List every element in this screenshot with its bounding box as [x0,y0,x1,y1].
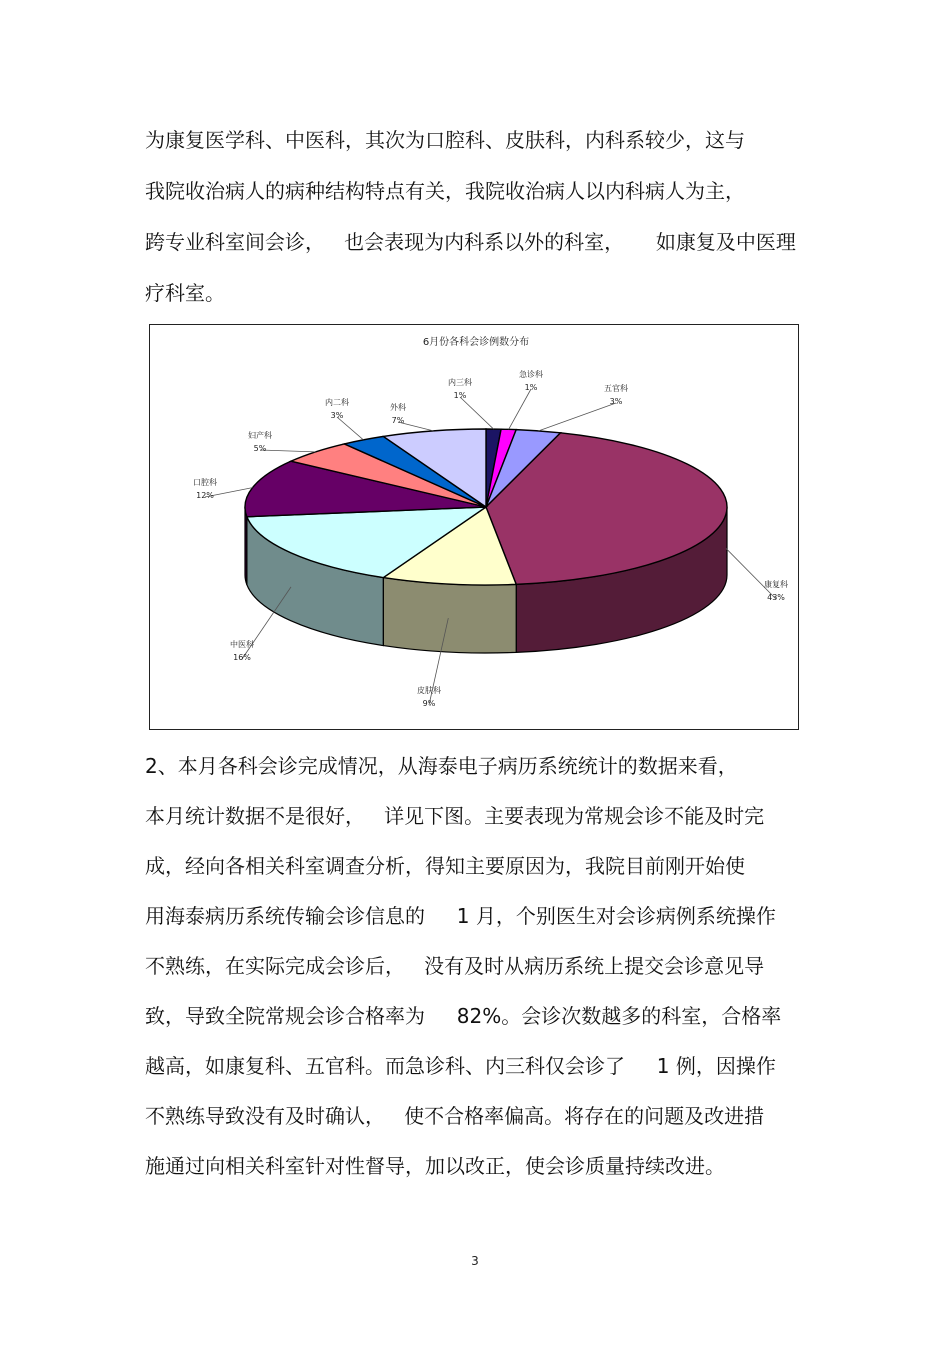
leader-line [509,389,531,429]
slice-percent-label: 43% [767,593,785,602]
slice-name-label: 急诊科 [519,370,543,379]
pie-slice-side [383,578,516,653]
text-line: 施通过向相关科室针对性督导，加以改正，使会诊质量持续改进。 [145,1154,725,1178]
slice-name-label: 皮肤科 [417,686,441,695]
slice-percent-label: 3% [330,411,344,420]
slice-percent-label: 1% [524,383,538,392]
text-line: 我院收治病人的病种结构特点有关，我院收治病人以内科病人为主， [145,179,745,203]
slice-percent-label: 12% [196,491,214,500]
leader-line [726,548,776,599]
slice-name-label: 内三科 [448,378,472,387]
pie-chart [150,325,800,731]
slice-name-label: 康复科 [764,580,788,589]
text-line: 疗科室。 [145,281,225,305]
slice-name-label: 口腔科 [193,478,217,487]
slice-name-label: 妇产科 [248,431,272,440]
text-line: 2、本月各科会诊完成情况，从海泰电子病历系统统计的数据来看， [145,754,738,778]
text-line: 跨专业科室间会诊， 也会表现为内科系以外的科室， 如康复及中医理 [145,230,796,254]
text-line: 致，导致全院常规会诊合格率为 82%。会诊次数越多的科室，合格率 [145,1004,782,1028]
slice-percent-label: 16% [233,653,251,662]
text-line: 用海泰病历系统传输会诊信息的 1 月，个别医生对会诊病例系统操作 [145,904,776,928]
text-line: 本月统计数据不是很好， 详见下图。主要表现为常规会诊不能及时完 [145,804,765,828]
text-line: 不熟练导致没有及时确认， 使不合格率偏高。将存在的问题及改进措 [145,1104,765,1128]
slice-percent-label: 9% [422,699,436,708]
slice-percent-label: 5% [253,444,267,453]
page-number: 3 [471,1254,479,1268]
text-line: 成，经向各相关科室调查分析，得知主要原因为，我院目前刚开始使 [145,854,745,878]
text-line: 为康复医学科、中医科，其次为口腔科、皮肤科，内科系较少，这与 [145,128,745,152]
leader-line [337,417,363,440]
slice-name-label: 内二科 [325,398,349,407]
leader-line [460,397,494,429]
pie-chart-frame [149,324,799,730]
slice-percent-label: 7% [391,416,405,425]
leader-line [260,450,316,452]
text-line: 不熟练，在实际完成会诊后， 没有及时从病历系统上提交会诊意见导 [145,954,765,978]
slice-name-label: 五官科 [604,384,628,393]
chart-title: 6月份各科会诊例数分布 [422,337,530,348]
slice-percent-label: 1% [453,391,467,400]
leader-line [539,403,616,431]
slice-name-label: 中医科 [230,640,254,649]
slice-name-label: 外科 [390,403,406,412]
text-line: 越高，如康复科、五官科。而急诊科、内三科仅会诊了 1 例，因操作 [145,1054,776,1078]
slice-percent-label: 3% [609,397,623,406]
